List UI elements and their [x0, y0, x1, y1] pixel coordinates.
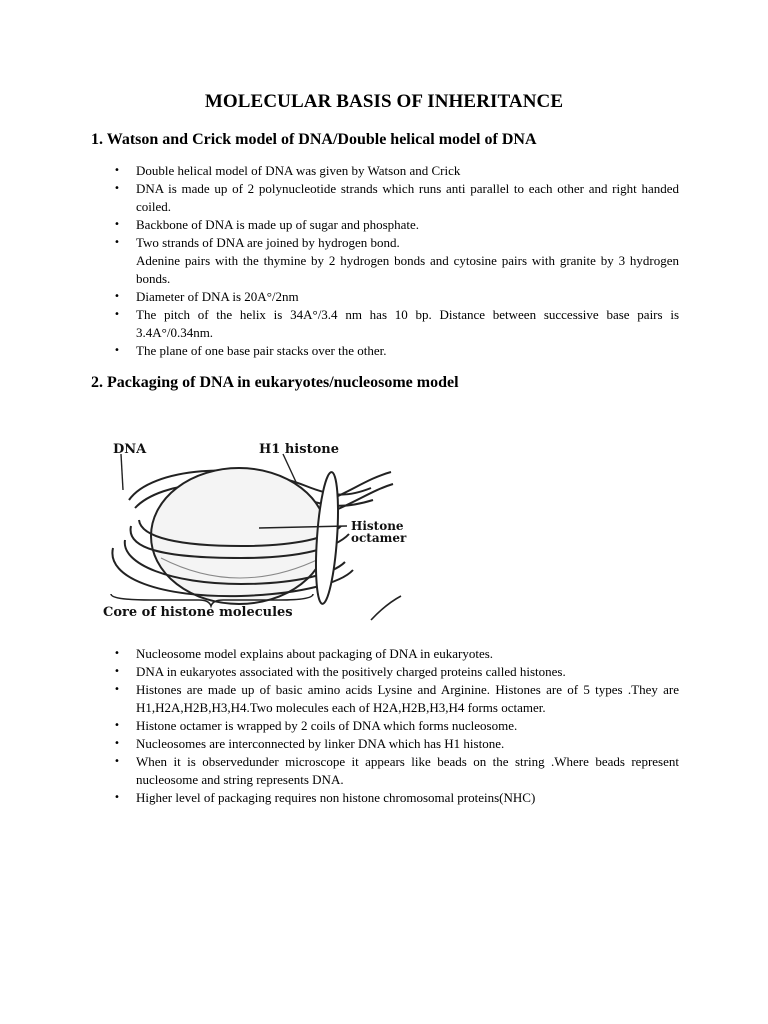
section-1-heading: 1. Watson and Crick model of DNA/Double helical model of DNA	[91, 131, 537, 148]
nucleosome-figure	[91, 408, 451, 630]
list-item-continuation: Adenine pairs with the thymine by 2 hydrogen bonds and cytosine pairs with granite by 3 hydrogen bonds.	[136, 253, 679, 286]
h1-histone-disc	[312, 471, 341, 604]
section-1-list	[91, 162, 679, 360]
dna-leader-line	[121, 454, 123, 490]
list-item: • Higher level of packaging requires non histone chromosomal proteins(NHC)	[91, 789, 679, 807]
list-item: • Nucleosome model explains about packaging of DNA in eukaryotes.	[91, 645, 679, 663]
list-item: • The plane of one base pair stacks over the other.	[91, 342, 679, 360]
page-title: MOLECULAR BASIS OF INHERITANCE	[204, 91, 564, 112]
label-histone-octamer-2: octamer	[351, 531, 407, 545]
list-item: • Histones are made up of basic amino acids Lysine and Arginine. Histones are of 5 types .They are H1,H2A,H2B,H3,H4.Two molecules each of H2A,H2B,H3,H4 forms octamer.	[91, 681, 679, 717]
list-item: • Nucleosomes are interconnected by linker DNA which has H1 histone.	[91, 735, 679, 753]
label-core-histone: Core of histone molecules	[103, 605, 293, 620]
nucleosome-diagram	[91, 408, 451, 630]
list-item: • Backbone of DNA is made up of sugar and phosphate.	[91, 216, 679, 234]
list-item: • DNA in eukaryotes associated with the positively charged proteins called histones.	[91, 663, 679, 681]
stray-mark	[371, 596, 401, 620]
label-histone-octamer-1: Histone	[351, 519, 404, 533]
label-h1-histone: H1 histone	[259, 442, 339, 457]
section-2-list	[91, 645, 679, 807]
list-item: • DNA is made up of 2 polynucleotide strands which runs anti parallel to each other and right handed coiled.	[91, 180, 679, 216]
list-item: • Double helical model of DNA was given by Watson and Crick	[91, 162, 679, 180]
list-item: • Histone octamer is wrapped by 2 coils of DNA which forms nucleosome.	[91, 717, 679, 735]
list-item: • Diameter of DNA is 20A°/2nm	[91, 288, 679, 306]
list-item: • The pitch of the helix is 34A°/3.4 nm has 10 bp. Distance between successive base pairs is 3.4A°/0.34nm.	[91, 306, 679, 342]
list-item: • When it is observedunder microscope it appears like beads on the string .Where beads represent nucleosome and string represents DNA.	[91, 753, 679, 789]
list-item: • Two strands of DNA are joined by hydrogen bond. Adenine pairs with the thymine by 2 hydrogen bonds and cytosine pairs with granite by 3 hydrogen bonds.	[91, 234, 679, 288]
linker-dna-inner	[331, 484, 393, 512]
section-2-heading: 2. Packaging of DNA in eukaryotes/nucleosome model	[91, 374, 459, 391]
label-dna: DNA	[113, 442, 147, 457]
